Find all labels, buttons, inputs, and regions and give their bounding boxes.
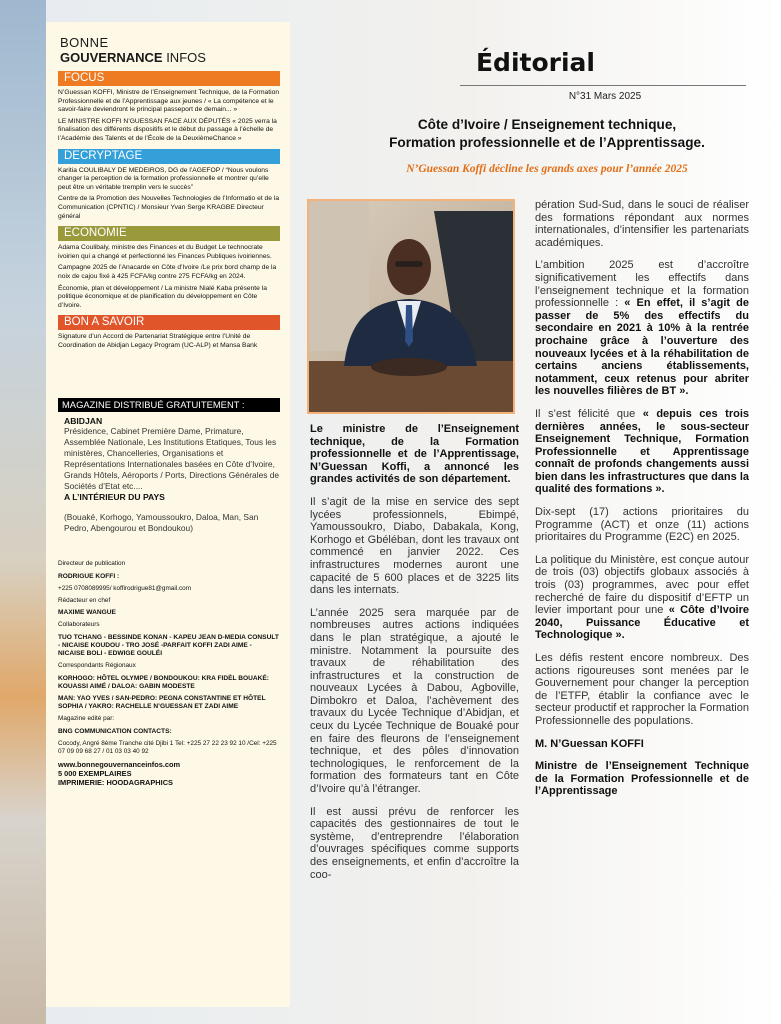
article-lead: Le ministre de l’Enseignement technique, de la Formation professionnelle et de l’Apprentissage, N’Guessan Koffi, a annoncé les grandes activités de son département.: [310, 423, 519, 486]
paragraph-5-text: L’ambition 2025 est d’accroître significativement les effectifs dans l’enseignement technique et la formation professionnelle :: [535, 259, 749, 310]
article-paragraph-5: [535, 259, 749, 398]
editor-address: Cocody, Angré 8ème Tranche cité Djibi 1 Tel: +225 27 22 23 92 10 /Cel: +225 07 09 09 68 27 / 01 03 03 40 92: [58, 739, 277, 755]
article-paragraph-4: pération Sud-Sud, dans le souci de réaliser des formations répondant aux normes internationales, d’intensifier les partenariats académiques.: [535, 199, 749, 249]
article-paragraph-6: [535, 408, 749, 496]
section-bar-focus: FOCUS: [58, 71, 280, 86]
headline-line1: Côte d’Ivoire / Enseignement technique,: [417, 117, 677, 132]
article-column-right: [535, 199, 749, 808]
interieur-label: A L’INTÉRIEUR DU PAYS: [64, 492, 165, 503]
minister-photo: [307, 199, 515, 414]
correspondants-list-1: KORHOGO: HÔTEL OLYMPE / BONDOUKOU: KRA FIDÈL BOUAKÉ: KOUASSI AIMÉ / DALOA: GABIN MODESTE: [58, 674, 270, 690]
website-link[interactable]: www.bonnegouvernanceinfos.com: [58, 760, 181, 770]
brand-line2: [60, 50, 280, 66]
section-bar-bon-a-savoir: BON A SAVOIR: [58, 315, 280, 330]
paragraph-6-quote: « depuis ces trois dernières années, le sous-secteur Enseignement Technique, Formation Professionnelle et Apprentissage connaît de profonds changements aussi bien dans les infrastructures que dans la qualité des formations ».: [535, 407, 749, 496]
focus-item-2[interactable]: LE MINISTRE KOFFI N’GUESSAN FACE AUX DÉPUTÉS « 2025 verra la finalisation des différents dispositifs et le début du passage à l’échelle de l’Académie des Talents et de l’École de la DeuxièmeChance »: [58, 117, 277, 142]
bon-a-savoir-item-1[interactable]: Signature d’un Accord de Partenariat Stratégique entre l’Unité de Coordination de Abidjan Legacy Program (UC-ALP) et Mansa Bank: [58, 333, 258, 349]
article-column-left: [310, 423, 519, 891]
paragraph-8-quote: « Côte d’Ivoire 2040, Puissance Éducative et Technologique ».: [535, 604, 750, 642]
magazine-distribution-bar: MAGAZINE DISTRIBUÉ GRATUITEMENT :: [58, 398, 280, 412]
directeur-name: RODRIGUE KOFFI :: [58, 572, 120, 580]
paragraph-5-quote: « En effet, il s’agit de passer de 5% des effectifs du secondaire en 2021 à 10% à la rentrée prochaine grâce à l’ouverture des nouveaux lycées et à la réhabilitation de certains anciens établissements, notamment, ceux retenus pour abriter les nouvelles filières de BT ».: [535, 297, 749, 398]
print-run: 5 000 EXEMPLAIRES: [58, 769, 132, 779]
interieur-distribution-text: (Bouaké, Korhogo, Yamoussoukro, Daloa, Man, San Pedro, Abengourou et Bondoukou): [64, 512, 259, 534]
article-paragraph-7: Dix-sept (17) actions prioritaires du Programme (ACT) et onze (11) actions prioritaires du Programme (E2C) en 2025.: [535, 506, 749, 544]
brand-infos: INFOS: [162, 50, 206, 65]
directeur-label: Directeur de publication: [58, 560, 126, 568]
editor-name: BNG COMMUNICATION CONTACTS:: [58, 727, 172, 735]
collaborateurs-label: Collaborateurs: [58, 621, 100, 629]
title-divider: [460, 85, 746, 86]
printer-name: IMPRIMERIE: HOODAGRAPHICS: [58, 778, 173, 788]
article-paragraph-8: [535, 554, 749, 642]
publication-credits: [58, 560, 280, 787]
focus-item-1[interactable]: N’Guessan KOFFI, Ministre de l’Enseignement Technique, de la Formation Professionnelle et de l’Apprentissage aux jeunes / « La compétence et le savoir-faire deviendront le principal passeport de demain... »: [58, 89, 280, 114]
redacteur-label: Rédacteur en chef: [58, 597, 111, 605]
article-subhead: N’Guessan Koffi décline les grands axes pour l’année 2025: [406, 163, 688, 175]
redacteur-name: MAXIME WANGUE: [58, 609, 116, 617]
abidjan-label: ABIDJAN: [64, 416, 103, 427]
decryptage-item-2[interactable]: Centre de la Promotion des Nouvelles Technologies de l’Informatio et de la Communication (CPNTIC) / Monsieur Yvan Serge KRAGBE Directeur général: [58, 195, 280, 220]
signature-title: Ministre de l’Enseignement Technique de la Formation Professionnelle et de l’Apprentissage: [535, 760, 749, 798]
article-paragraph-9: Les défis restent encore nombreux. Des actions rigoureuses sont menées par le Gouvernement pour changer la perception de l’ETFP, établir la confiance avec le secteur productif et rapprocher la Formation Professionnelle des populations.: [535, 652, 749, 727]
paragraph-6-text: Il s’est félicité que: [535, 407, 643, 420]
main-article: [290, 0, 781, 1024]
issue-number: N°31 Mars 2025: [568, 91, 642, 102]
abidjan-distribution-text: Présidence, Cabinet Première Dame, Primature, Assemblée Nationale, Les Institutions Etatiques, Tous les ministères, Chancelleries, Organisations et Représentations Internationales basées en Côte d’Ivoire, Grands Hôtels, Aéroports / Ports, Directions Générales de Sociétés d’Etat etc....: [64, 426, 280, 492]
economie-item-1[interactable]: Adama Coulibaly, ministre des Finances et du Budget Le technocrate ivoirien qui a changé et perfectionné les Finances Publiques ivoiriennes.: [58, 244, 272, 260]
editor-label: Magazine edité par:: [58, 715, 115, 723]
economie-item-3[interactable]: Économie, plan et développement / La ministre Nialé Kaba présente la politique économique et de planification du développement en Côte d’Ivoire.: [58, 284, 267, 309]
minister-portrait-illustration: [309, 201, 513, 412]
correspondants-label: Correspondants Régionaux: [58, 662, 136, 670]
signature-name: M. N’Guessan KOFFI: [535, 737, 644, 750]
article-paragraph-1: Il s’agit de la mise en service des sept lycées professionnels, Ebimpé, Yamoussoukro, Diabo, Dabakala, Kong, Korhogo et Gbéléban, dont les travaux ont commencé en janvier 2022. Ces infrastructures modernes auront une capacité de 5 600 places et de 3225 lits dans les internats.: [310, 495, 519, 597]
page-title: Éditorial: [475, 48, 595, 77]
section-bar-economie: ECONOMIE: [58, 226, 280, 241]
decryptage-item-1[interactable]: Karitia COULIBALY DE MEDEIROS, DG de l’AGEFOP / “Nous voulons changer la perception de la formation professionnelle et montrer qu’elle peut être un véritable tremplin vers le succès”: [58, 166, 269, 191]
paragraph-8-text: La politique du Ministère, est conçue autour de trois (03) objectifs globaux associés à trois (03) programmes, avec pour effet recherché de faire du dispositif d’EFTP un levier important pour une: [535, 553, 749, 617]
headline-line2: Formation professionnelle et de l’Apprentissage.: [389, 135, 705, 150]
left-background-strip: [0, 0, 46, 1024]
brand-gouvernance: GOUVERNANCE: [60, 50, 163, 65]
article-paragraph-3: Il est aussi prévu de renforcer les capacités des gestionnaires de tout le système, d’entreprendre l’élaboration d’ouvrages spécifiques comme supports des enseignements, et enfin d’accroître la coo-: [310, 805, 519, 881]
sidebar-summary: [46, 22, 290, 1007]
directeur-contact[interactable]: +225 0708089995/ koffirodrigue81@gmail.com: [58, 584, 192, 592]
correspondants-list-2: MAN: YAO YVES / SAN-PEDRO: PEGNA CONSTANTINE ET HÔTEL SOPHIA / YAKRO: RACHELLE N’GUESSAN ET ZADI AIME: [58, 694, 266, 711]
brand-line1: BONNE: [60, 35, 109, 50]
collaborateurs-names: TUO TCHANG - BESSINDE KONAN - KAPEU JEAN D-MEDIA CONSULT - NICAISE KOUDOU - TRO JOSÉ -PARFAIT KOFFI ZADI AIME - NICAISE BOLI - EDWIGE GOULÉI: [58, 633, 279, 658]
article-paragraph-2: L’année 2025 sera marquée par de nombreuses autres actions indiquées dans le plan stratégique, a ajouté le ministre. Notamment la poursuite des travaux de réhabilitation des infrastructures et la construction de nouveaux Lycées à Dabou, Agboville, Dimbokro et Daloa, l’achèvement des travaux du Lycée Technique d’Abidjan, et ceux du Lycée Technique de Bouaké pour en faire des fleurons de l’enseignement technique, et des pôles d’innovation technologiques, le renforcement de la formation des formateurs tant en Côte d’Ivoire qu’à l’étranger.: [310, 606, 519, 796]
economie-item-2[interactable]: Campagne 2025 de l’Anacarde en Côte d’Ivoire /Le prix bord champ de la noix de cajou fixé à 425 FCFA/kg contre 275 FCFA/kg en 2024.: [58, 264, 277, 280]
article-headline: [312, 116, 781, 152]
section-bar-decryptage: DECRYPTAGE: [58, 149, 280, 164]
